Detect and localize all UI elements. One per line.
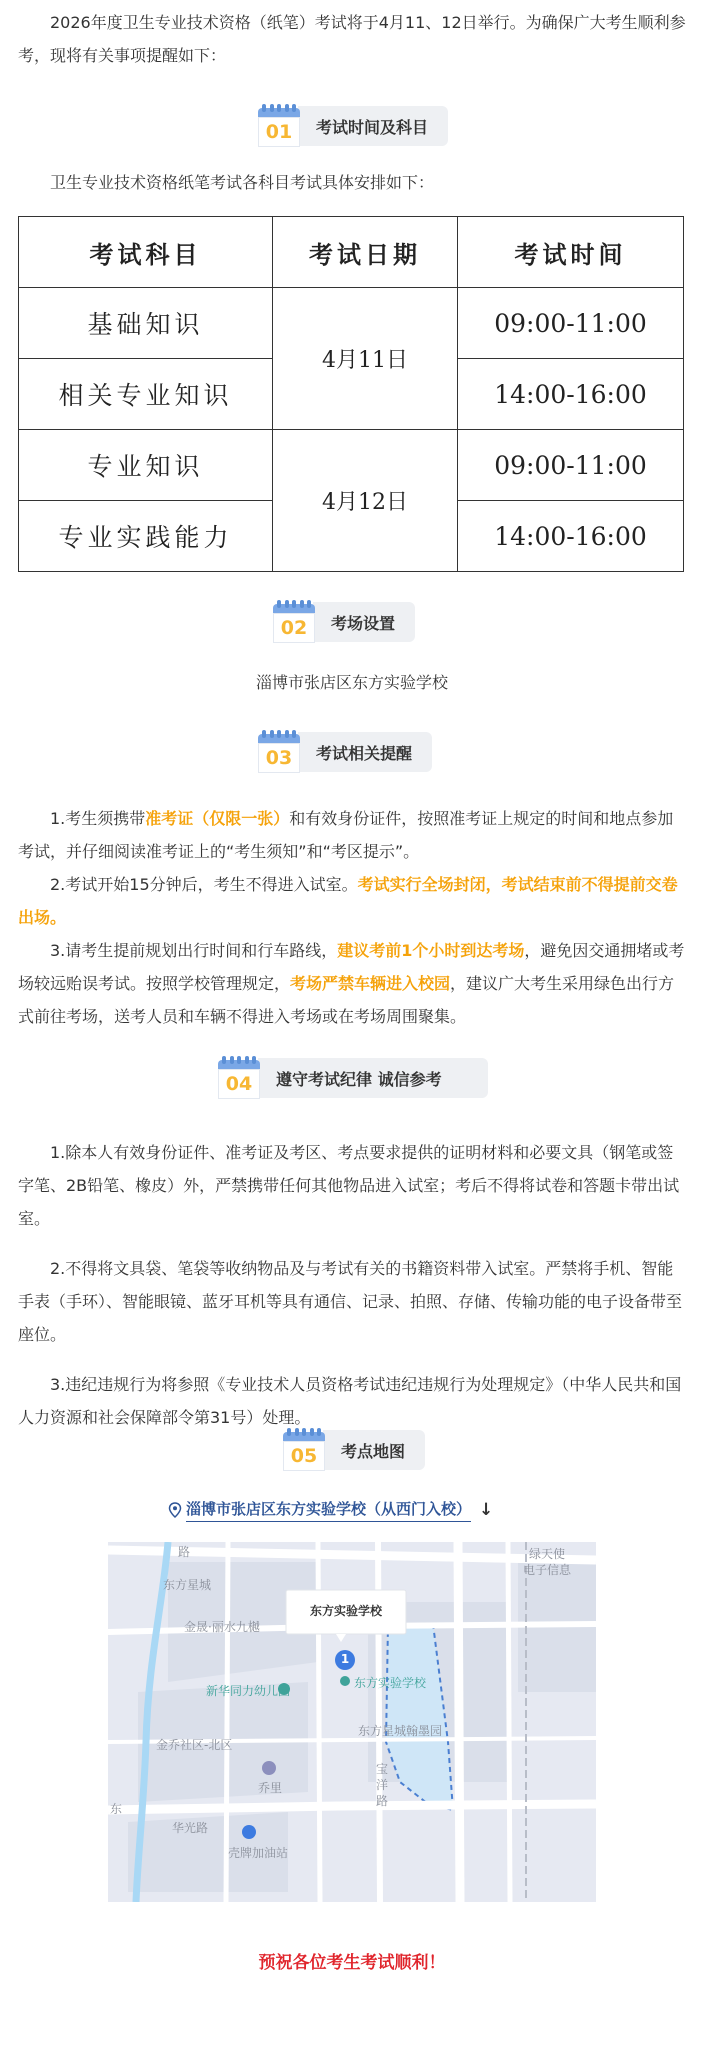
section-number: 05 [283, 1441, 325, 1471]
header-date: 考试日期 [273, 217, 458, 288]
map-callout: 东方实验学校 [309, 1604, 382, 1618]
section-header-03 [258, 730, 432, 774]
intro-paragraph: 2026年度卫生专业技术资格（纸笔）考试将于4月11、12日举行。为确保广大考生顺利参考，现将有关事项提醒如下： [18, 13, 686, 65]
subject-cell: 相关专业知识 [19, 359, 273, 430]
map-label: 东方实验学校 [354, 1676, 427, 1690]
map-label: 新华同力幼儿园 [206, 1684, 291, 1698]
location-pin-icon [168, 1502, 182, 1518]
calendar-icon [273, 600, 315, 644]
reminder-3: 3.请考生提前规划出行时间和行车路线，建议考前1个小时到达考场，避免因交通拥堵或考场较远贻误考试。按照学校管理规定，考场严禁车辆进入校园，建议广大考生采用绿色出行方式前往考场，送考人员和车辆不得进入考场或在考场周围聚集。 [18, 941, 685, 1026]
time-cell: 09:00-11:00 [458, 288, 684, 359]
reminder-1: 1.考生须携带准考证（仅限一张）和有效身份证件，按照准考证上规定的时间和地点参加考试，并仔细阅读准考证上的“考生须知”和“考区提示”。 [18, 809, 674, 861]
map-label: 壳牌加油站 [228, 1846, 289, 1860]
section-header-05 [283, 1428, 425, 1472]
subject-cell: 专业实践能力 [19, 501, 273, 572]
time-cell: 09:00-11:00 [458, 430, 684, 501]
section-number: 02 [273, 613, 315, 643]
table-header-row [19, 217, 684, 288]
section-number: 03 [258, 743, 300, 773]
section-title: 考试相关提醒 [298, 732, 432, 772]
discipline-item: 1.除本人有效身份证件、准考证及考区、考点要求提供的证明材料和必要文具（钢笔或签字笔、2B铅笔、橡皮）外，严禁携带任何其他物品进入试室；考后不得将试卷和答题卡带出试室。 [18, 1143, 680, 1228]
section-header-01 [258, 104, 448, 148]
table-row [19, 430, 684, 501]
closing-message: 预祝各位考生考试顺利！ [258, 1953, 446, 1973]
map-label: 电子信息 [523, 1563, 572, 1577]
date-cell: 4月11日 [273, 288, 458, 430]
discipline-item: 3.违纪违规行为将参照《专业技术人员资格考试违纪违规行为处理规定》（中华人民共和国人力资源和社会保障部令第31号）处理。 [18, 1375, 682, 1427]
calendar-icon [258, 104, 300, 148]
down-arrow-icon: ↓ [479, 1500, 494, 1520]
map-label: 乔里 [258, 1781, 283, 1795]
section-title: 考试时间及科目 [298, 106, 448, 146]
map-label: 东方星城 [163, 1578, 212, 1592]
subject-cell: 基础知识 [19, 288, 273, 359]
map-label: 宝 [376, 1762, 389, 1776]
map-link[interactable] [168, 1498, 493, 1522]
section-number: 04 [218, 1069, 260, 1099]
header-subject: 考试科目 [19, 217, 273, 288]
location-map[interactable] [108, 1542, 596, 1902]
map-label: 金乔社区-北区 [156, 1738, 233, 1752]
calendar-icon [218, 1056, 260, 1100]
section-title: 遵守考试纪律 诚信参考 [258, 1058, 488, 1098]
schedule-intro: 卫生专业技术资格纸笔考试各科目考试具体安排如下： [50, 173, 435, 192]
calendar-icon [283, 1428, 325, 1472]
map-label: 东 [110, 1802, 123, 1816]
discipline-item: 2.不得将文具袋、笔袋等收纳物品及与考试有关的书籍资料带入试室。严禁将手机、智能手表（手环）、智能眼镜、蓝牙耳机等具有通信、记录、拍照、存储、传输功能的电子设备带至座位。 [18, 1259, 683, 1344]
exam-schedule-table [18, 216, 684, 572]
map-label: 金晟·丽水九樾 [184, 1620, 260, 1634]
subject-cell: 专业知识 [19, 430, 273, 501]
section-title: 考场设置 [313, 602, 415, 642]
reminder-2: 2.考试开始15分钟后，考生不得进入试室。考试实行全场封闭，考试结束前不得提前交卷出场。 [18, 875, 678, 927]
table-row [19, 288, 684, 359]
map-label: 华光路 [172, 1821, 209, 1835]
calendar-icon [258, 730, 300, 774]
map-marker[interactable]: 1 [340, 1652, 350, 1666]
section-title: 考点地图 [323, 1430, 425, 1470]
map-label: 路 [376, 1794, 389, 1808]
header-time: 考试时间 [458, 217, 684, 288]
map-link-text[interactable]: 淄博市张店区东方实验学校（从西门入校） [186, 1498, 471, 1522]
section-number: 01 [258, 117, 300, 147]
section-header-04 [218, 1056, 488, 1100]
map-label: 绿天使 [529, 1547, 566, 1561]
venue-name: 淄博市张店区东方实验学校 [255, 673, 448, 692]
map-label: 洋 [376, 1778, 389, 1792]
time-cell: 14:00-16:00 [458, 359, 684, 430]
map-label: 东方星城翰墨园 [358, 1724, 443, 1738]
section-header-02 [273, 600, 415, 644]
map-canvas [108, 1542, 596, 1902]
map-label: 路 [178, 1545, 191, 1559]
time-cell: 14:00-16:00 [458, 501, 684, 572]
date-cell: 4月12日 [273, 430, 458, 572]
